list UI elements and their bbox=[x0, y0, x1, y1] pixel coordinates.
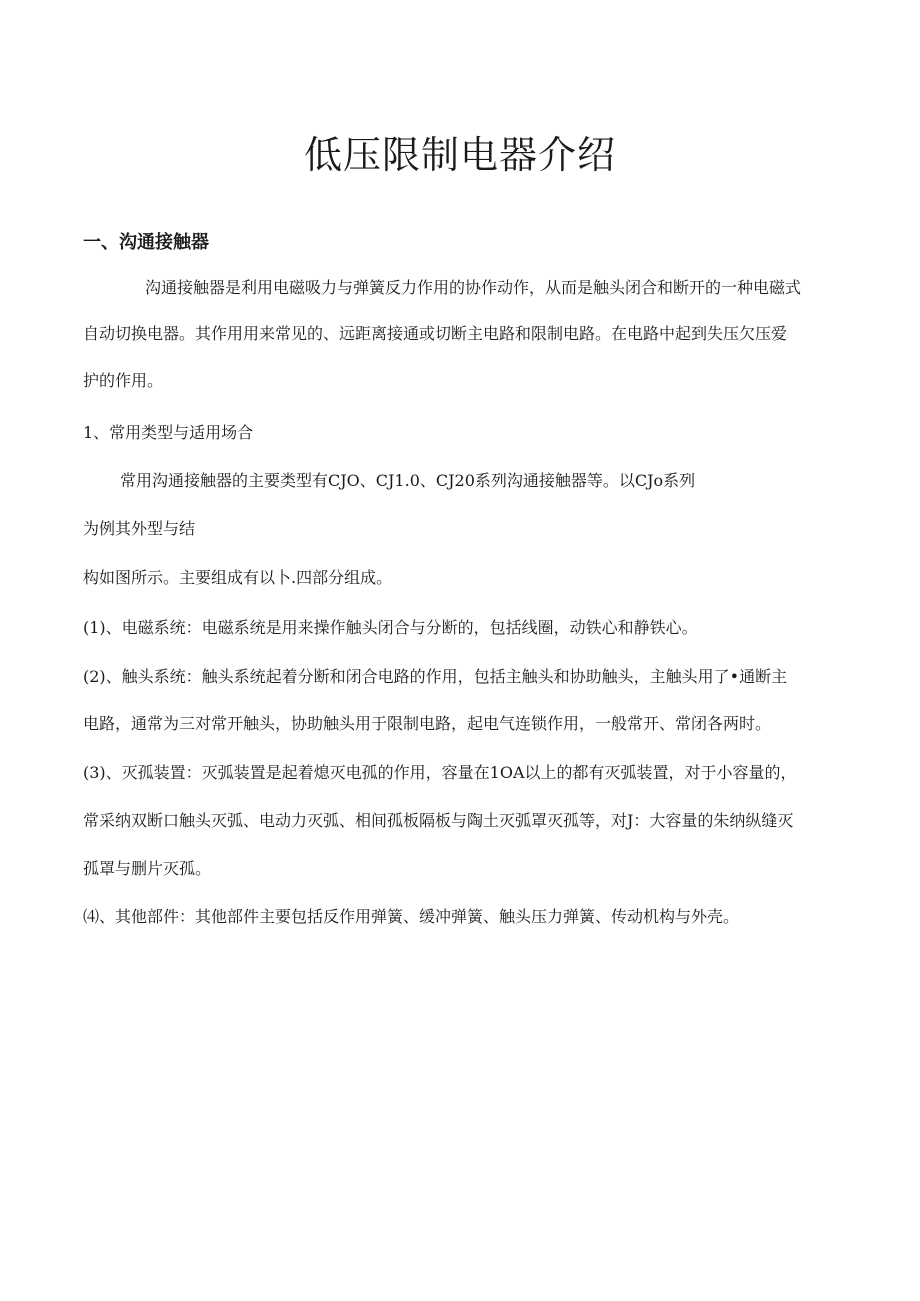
document-title: 低压限制电器介绍 bbox=[303, 133, 616, 177]
intro-line: 护的作用。 bbox=[83, 371, 164, 390]
types-line: 为例其外型与结 bbox=[83, 519, 196, 538]
list-item-other: ⑷、其他部件：其他部件主要包括反作用弹簧、缓冲弹簧、触头压力弹簧、传动机构与外壳。 bbox=[83, 907, 740, 926]
list-item-arc: (3)、灭孤装置：灭弧装置是起着熄灭电孤的作用，容量在1OA以上的都有灭弧装置，对于小容量的， bbox=[83, 763, 797, 782]
intro-line: 沟通接触器是利用电磁吸力与弹簧反力作用的协作动作，从而是触头闭合和断开的一种电磁式 bbox=[145, 278, 802, 297]
list-item-electromagnetic: (1)、电磁系统：电磁系统是用来操作触头闭合与分断的，包括线圈，动铁心和静铁心。 bbox=[83, 618, 698, 637]
list-item-arc-cont: 常采纳双断口触头灭弧、电动力灭弧、相间孤板隔板与陶土灭弧罩灭孤等，对J：大容量的朱纳纵缝灭 bbox=[83, 811, 794, 830]
list-item-arc-cont: 孤罩与删片灭孤。 bbox=[83, 859, 212, 878]
types-line: 常用沟通接触器的主要类型有CJO、CJ1.0、CJ20系列沟通接触器等。以CJo系列 bbox=[120, 471, 696, 490]
section-heading: 一、沟通接触器 bbox=[83, 232, 209, 253]
types-line: 构如图所示。主要组成有以卜.四部分组成。 bbox=[83, 568, 393, 587]
list-item-contact-cont: 电路，通常为三对常开触头，协助触头用于限制电路，起电气连锁作用，一般常开、常闭各两时。 bbox=[83, 714, 772, 733]
subsection-heading: 1、常用类型与适用场合 bbox=[83, 423, 254, 442]
list-item-contact: (2)、触头系统：触头系统起着分断和闭合电路的作用，包括主触头和协助触头，主触头用了•通断主 bbox=[83, 667, 788, 686]
intro-line: 自动切换电器。其作用用来常见的、远距离接通或切断主电路和限制电路。在电路中起到失压欠压爱 bbox=[83, 324, 788, 343]
